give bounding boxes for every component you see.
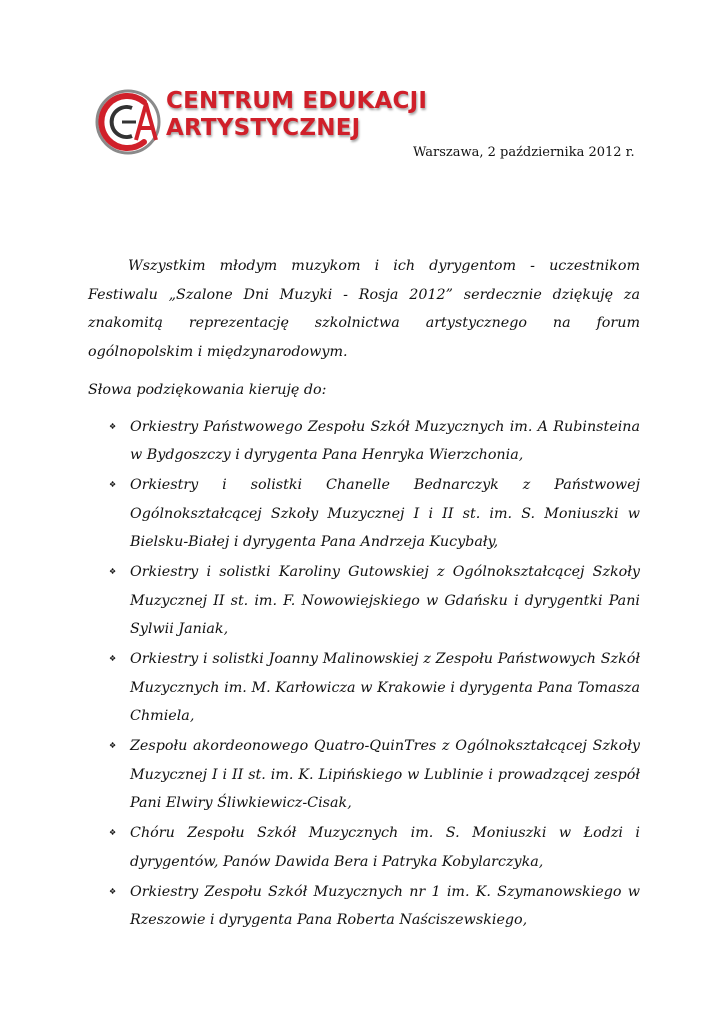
diamond-bullet-icon: ❖: [109, 480, 117, 489]
logo-line-2: ARTYSTYCZNEJ: [166, 115, 361, 141]
diamond-bullet-icon: ❖: [109, 654, 117, 663]
list-item: [88, 819, 640, 876]
salutation: Słowa podziękowania kieruję do:: [88, 382, 327, 398]
diamond-bullet-icon: ❖: [109, 567, 117, 576]
list-item-text: Orkiestry Państwowego Zespołu Szkół Muzycznych im. A Rubinsteina w Bydgoszczy i dyrygenta Pana Henryka Wierzchonia,: [130, 418, 640, 463]
letter-date: Warszawa, 2 października 2012 r.: [413, 145, 635, 160]
diamond-bullet-icon: ❖: [109, 828, 117, 837]
list-item: [88, 732, 640, 818]
diamond-bullet-icon: ❖: [109, 421, 117, 431]
letter-body: [88, 252, 640, 936]
diamond-bullet-icon: ❖: [109, 886, 117, 896]
cea-monogram-icon: [92, 86, 164, 158]
logo-line-1: CENTRUM EDUKACJI: [166, 88, 428, 114]
list-item-text: Orkiestry i solistki Karoliny Gutowskiej z Ogólnokształcącej Szkoły Muzycznej II st. im. F. Nowowiejskiego w Gdańsku i dyrygentki Pani Sylwii Janiak,: [130, 564, 640, 637]
list-item-text: Zespołu akordeonowego Quatro-QuinTres z Ogólnokształcącej Szkoły Muzycznej I i II st. im. K. Lipińskiego w Lublinie i prowadzącej zespół Pani Elwiry Śliwkiewicz-Cisak,: [130, 738, 640, 811]
list-item: [88, 558, 640, 644]
list-item-text: Orkiestry i solistki Joanny Malinowskiej z Zespołu Państwowych Szkół Muzycznych im. M. Karłowicza w Krakowie i dyrygenta Pana Tomasza Chmiela,: [130, 651, 640, 724]
intro-paragraph: Wszystkim młodym muzykom i ich dyrygentom - uczestnikom Festiwalu „Szalone Dni Muzyki - Rosja 2012” serdecznie dziękuję za znakomitą reprezentację szkolnictwa artystycznego na forum ogólnopolskim i międzynarodowym.: [88, 258, 640, 360]
list-item: [88, 878, 640, 935]
recipient-list: [88, 413, 640, 935]
logo: [92, 86, 428, 158]
list-item-text: Chóru Zespołu Szkół Muzycznych im. S. Moniuszki w Łodzi i dyrygentów, Panów Dawida Bera i Patryka Kobylarczyka,: [130, 825, 640, 870]
logo-text: [166, 88, 427, 142]
diamond-bullet-icon: ❖: [109, 741, 117, 750]
list-item-text: Orkiestry i solistki Chanelle Bednarczyk z Państwowej Ogólnokształcącej Szkoły Muzycznej I i II st. im. S. Moniuszki w Bielsku-Białej i dyrygenta Pana Andrzeja Kucybały,: [130, 477, 640, 550]
list-item: [88, 645, 640, 731]
list-item-text: Orkiestry Zespołu Szkół Muzycznych nr 1 im. K. Szymanowskiego w Rzeszowie i dyrygenta Pana Roberta Naściszewskiego,: [130, 883, 640, 928]
list-item: [88, 471, 640, 557]
list-item: [88, 413, 640, 470]
